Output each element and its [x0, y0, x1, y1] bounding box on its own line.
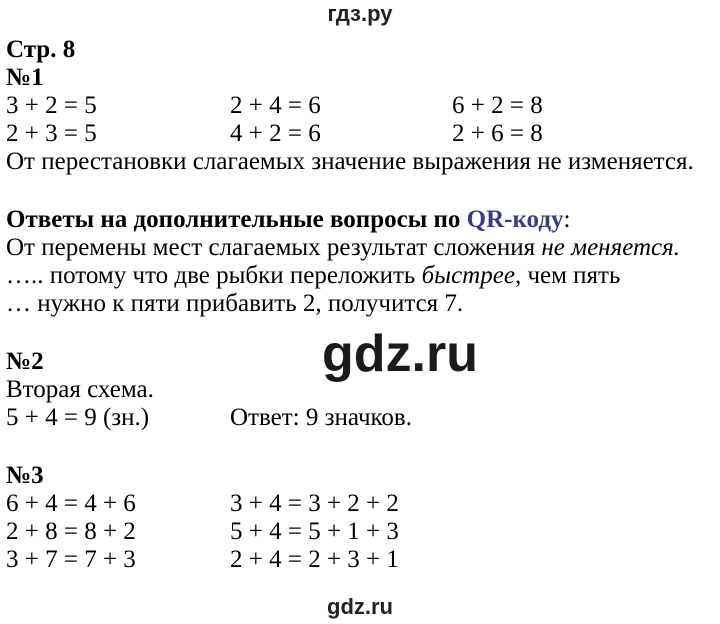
extra-answer-2-end: , чем пять — [514, 262, 621, 289]
task2-equation: 5 + 4 = 9 (зн.) — [6, 404, 150, 431]
equation: 2 + 6 = 8 — [452, 120, 543, 147]
extra-answer-2-emphasis: быстрее — [421, 262, 515, 289]
watermark-top: гдз.ру — [327, 1, 393, 26]
extra-answer-2 — [6, 262, 620, 290]
task2-scheme: Вторая схема. — [6, 376, 154, 403]
equation: 5 + 4 = 5 + 1 + 3 — [230, 518, 399, 545]
equation: 2 + 4 = 2 + 3 + 1 — [230, 546, 399, 573]
extra-heading-colon: : — [563, 206, 571, 233]
task2-answer: Ответ: 9 значков. — [230, 404, 412, 431]
extra-answer-2-text: ….. потому что две рыбки переложить — [6, 262, 422, 289]
extra-answer-1-emphasis: не меняется. — [541, 234, 680, 261]
equation: 2 + 8 = 8 + 2 — [6, 518, 136, 545]
equation: 3 + 7 = 7 + 3 — [6, 546, 136, 573]
extra-answer-3: … нужно к пяти прибавить 2, получится 7. — [6, 290, 464, 317]
watermark-bottom: gdz.ru — [327, 594, 393, 619]
equation: 3 + 4 = 3 + 2 + 2 — [230, 490, 399, 517]
equation: 3 + 2 = 5 — [6, 92, 97, 119]
extra-heading — [6, 206, 570, 234]
equation: 2 + 4 = 6 — [230, 92, 321, 119]
watermark-middle: gdz.ru — [322, 325, 478, 383]
extra-answer-1 — [6, 234, 680, 262]
equation: 4 + 2 = 6 — [230, 120, 321, 147]
task3-title: №3 — [6, 462, 44, 489]
task1-title: №1 — [6, 64, 44, 91]
task2-title: №2 — [6, 348, 44, 375]
extra-answer-1-text: От перемены мест слагаемых результат сложения — [6, 234, 542, 261]
page-number: Стр. 8 — [6, 36, 76, 63]
equation: 6 + 2 = 8 — [452, 92, 543, 119]
equation: 6 + 4 = 4 + 6 — [6, 490, 136, 517]
equation: 2 + 3 = 5 — [6, 120, 97, 147]
qr-code-link[interactable]: QR-коду — [466, 206, 564, 233]
task1-conclusion: От перестановки слагаемых значение выражения не изменяется. — [6, 148, 694, 175]
extra-heading-text: Ответы на дополнительные вопросы по — [6, 206, 467, 233]
